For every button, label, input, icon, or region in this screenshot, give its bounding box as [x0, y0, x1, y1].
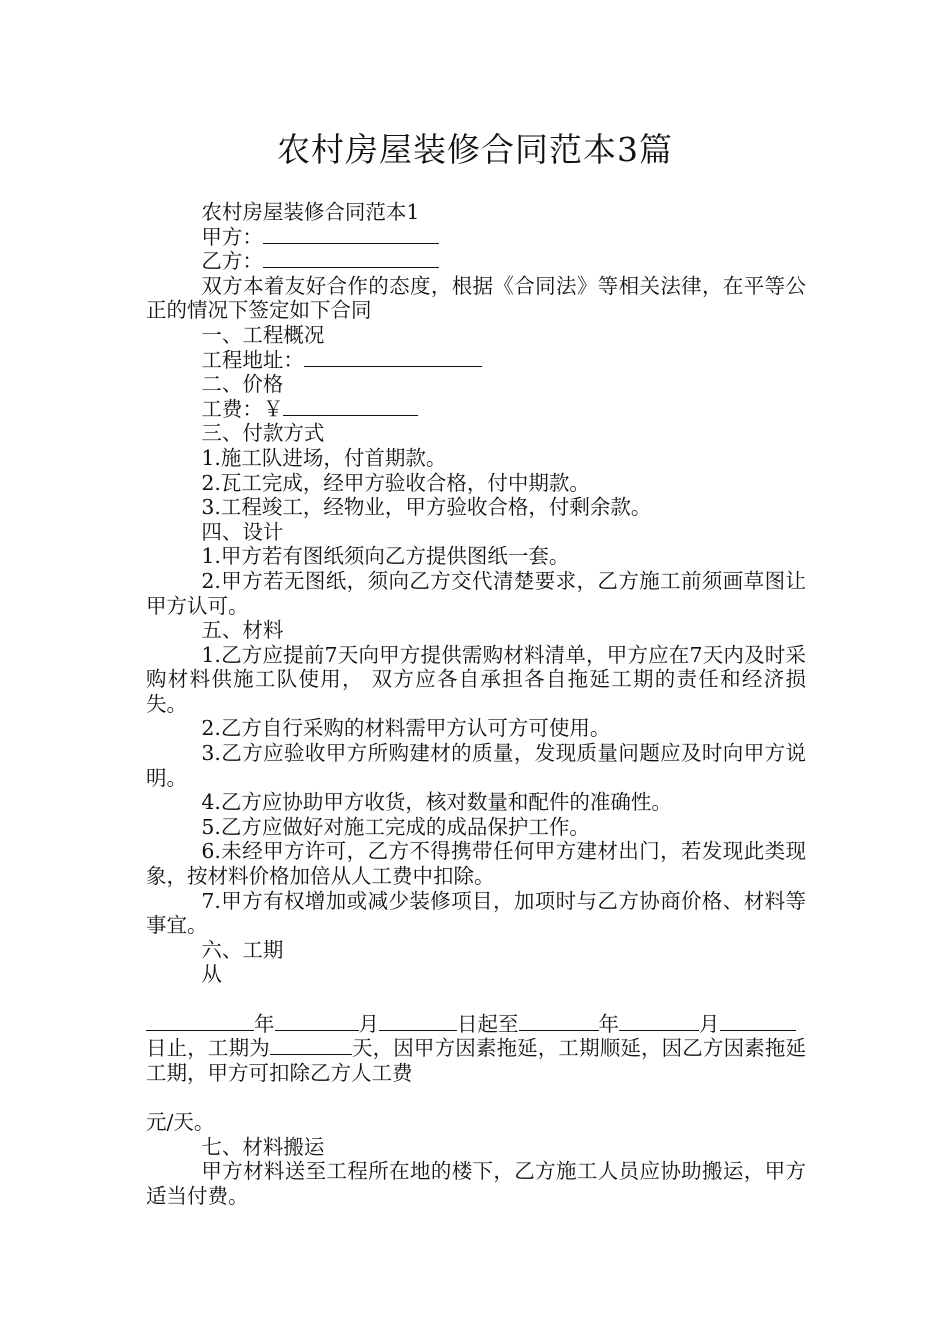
payment-item-2: 2.瓦工完成，经甲方验收合格，付中期款。 — [201, 470, 590, 495]
contract-subtitle: 农村房屋装修合同范本1 — [201, 200, 420, 224]
section-7-heading: 七、材料搬运 — [201, 1134, 325, 1159]
party-a-line — [146, 225, 806, 250]
party-a-blank — [263, 225, 439, 244]
start-year-blank — [146, 1012, 254, 1031]
section-1-heading: 一、工程概况 — [201, 322, 325, 347]
party-b-label: 乙方： — [201, 249, 263, 274]
end-month-label: 月 — [699, 1011, 720, 1036]
section-5-heading: 五、材料 — [201, 618, 284, 643]
section-2-heading: 二、价格 — [201, 372, 284, 397]
end-year-blank — [519, 1012, 599, 1031]
end-year-label: 年 — [598, 1011, 619, 1036]
material-item-4: 4.乙方应协助甲方收货，核对数量和配件的准确性。 — [201, 790, 672, 815]
schedule-terms — [146, 1036, 806, 1085]
material-item-7: 7.甲方有权增加或减少装修项目，加项时与乙方协商价格、材料等事宜。 — [146, 888, 806, 938]
start-to-label: 日起至 — [457, 1011, 519, 1036]
payment-item-3: 3.工程竣工，经物业，甲方验收合格，付剩余款。 — [201, 495, 652, 520]
material-item-1: 1.乙方应提前7天向甲方提供需购材料清单，甲方应在7天内及时采购材料供施工队使用， 双方应各自承担各自拖延工期的责任和经济损失。 — [146, 642, 806, 716]
schedule-date-line — [146, 1012, 806, 1037]
schedule-delay-text: 天，因甲方因素拖延，工期顺延，因乙方因素拖延工期，甲方可扣除乙方人工费 — [146, 1036, 807, 1085]
project-address-label: 工程地址： — [201, 347, 304, 372]
document-title: 农村房屋装修合同范本3篇 — [277, 130, 673, 169]
blank-line — [146, 1085, 806, 1110]
party-b-blank — [263, 249, 439, 268]
duration-days-blank — [270, 1036, 352, 1055]
start-day-blank — [379, 1012, 457, 1031]
section-4-heading: 四、设计 — [201, 519, 284, 544]
intro-paragraph: 双方本着友好合作的态度，根据《合同法》等相关法律，在平等公正的情况下签定如下合同 — [146, 273, 806, 323]
end-month-blank — [619, 1012, 699, 1031]
start-month-blank — [275, 1012, 359, 1031]
labor-fee-label: 工费：￥ — [201, 396, 284, 421]
schedule-from: 从 — [201, 962, 222, 987]
project-address-blank — [304, 348, 482, 367]
schedule-end-label: 日止，工期为 — [146, 1036, 270, 1061]
material-transport-text: 甲方材料送至工程所在地的楼下，乙方施工人员应协助搬运，甲方适当付费。 — [146, 1159, 806, 1208]
party-b-line — [146, 249, 806, 274]
material-item-5: 5.乙方应做好对施工完成的成品保护工作。 — [201, 814, 590, 839]
start-month-label: 月 — [358, 1011, 379, 1036]
party-a-label: 甲方： — [201, 224, 263, 249]
project-address-line — [146, 348, 806, 373]
design-item-2: 2.甲方若无图纸，须向乙方交代清楚要求，乙方施工前须画草图让甲方认可。 — [146, 568, 806, 618]
blank-line — [146, 987, 806, 1012]
material-item-6: 6.未经甲方许可，乙方不得携带任何甲方建材出门，若发现此类现象，按材料价格加倍从人工费中扣除。 — [146, 839, 806, 889]
penalty-unit: 元/天。 — [146, 1109, 215, 1134]
section-3-heading: 三、付款方式 — [201, 421, 325, 446]
labor-fee-blank — [283, 397, 418, 416]
material-item-3: 3.乙方应验收甲方所购建材的质量，发现质量问题应及时向甲方说明。 — [146, 741, 806, 790]
payment-item-1: 1.施工队进场，付首期款。 — [201, 445, 447, 470]
end-day-blank — [720, 1012, 796, 1031]
start-year-label: 年 — [254, 1011, 275, 1036]
document-body — [146, 200, 806, 1208]
design-item-1: 1.甲方若有图纸须向乙方提供图纸一套。 — [201, 544, 570, 569]
section-6-heading: 六、工期 — [201, 937, 284, 962]
labor-fee-line — [146, 397, 806, 422]
material-item-2: 2.乙方自行采购的材料需甲方认可方可使用。 — [201, 716, 611, 741]
